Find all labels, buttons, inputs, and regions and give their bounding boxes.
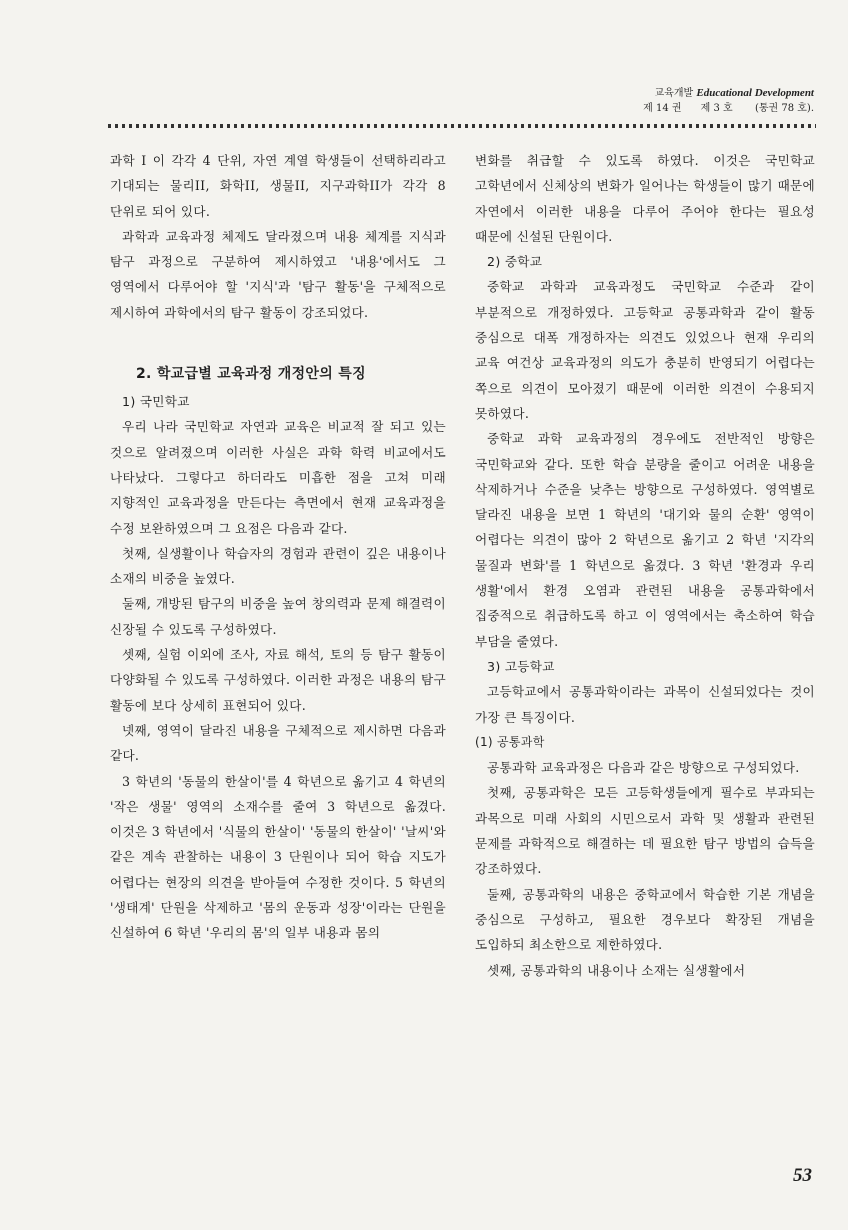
paragraph: 고등학교에서 공통과학이라는 과목이 신설되었다는 것이 가장 큰 특징이다. <box>475 684 815 725</box>
journal-title <box>484 86 814 101</box>
section-heading: 2. 학교급별 교육과정 개정안의 특징 <box>136 366 366 383</box>
header-dotted-rule <box>108 124 816 128</box>
left-column <box>110 148 446 946</box>
paragraph: 공통과학 교육과정은 다음과 같은 방향으로 구성되었다. <box>487 760 800 776</box>
issue: 제 3 호 <box>700 103 733 114</box>
paragraph: 과학 I 이 각각 4 단위, 자연 계열 학생들이 선택하리라고 기대되는 물리II, 화학II, 생물II, 지구과학II가 각각 8 단위로 되어 있다. <box>110 153 446 219</box>
paragraph: 우리 나라 국민학교 자연과 교육은 비교적 잘 되고 있는 것으로 알려졌으며 이러한 사실은 과학 학력 비교에서도 나타났다. 그렇다고 하더라도 미흡한 점을 고쳐 미래 지향적인 교육과정을 만든다는 측면에서 현재 교육과정을 수정 보완하였으며 그 요점은 다음과 같다. <box>110 419 446 536</box>
paragraph: 중학교 과학과 교육과정도 국민학교 수준과 같이 부분적으로 개정하였다. 고등학교 공통과학과 같이 활동 중심으로 대폭 개정하자는 의견도 있었으나 현재 우리의 교육 여건상 교육과정의 의도가 충분히 반영되기 어렵다는 쪽으로 의견이 모아졌기 때문에 이러한 의견이 수용되지 못하였다. <box>475 279 815 421</box>
journal-title-ko: 교육개발 <box>654 88 694 99</box>
paragraph: 넷째, 영역이 달라진 내용을 구체적으로 제시하면 다음과 같다. <box>110 722 446 764</box>
subsection-heading: 1) 국민학교 <box>122 394 190 410</box>
paragraph: 셋째, 실험 이외에 조사, 자료 해석, 토의 등 탐구 활동이 다양화될 수 있도록 구성하였다. 이러한 과정은 내용의 탐구 활동에 보다 상세히 표현되어 있다. <box>110 647 446 713</box>
paragraph: 셋째, 공통과학의 내용이나 소재는 실생활에서 <box>487 962 746 978</box>
page-number: 53 <box>793 1165 812 1186</box>
right-column <box>475 148 815 983</box>
paragraph: 3 학년의 '동물의 한살이'를 4 학년으로 옮기고 4 학년의 '작은 생물' 영역의 소재수를 줄여 3 학년으로 옮겼다. 이것은 3 학년에서 '식물의 한살이' '동물의 한살이' '날씨'와 같은 계속 관찰하는 내용이 3 단원이나 되어 학습 지도가 어렵다는 현장의 의견을 받아들여 수정한 것이다. 5 학년의 '생태계' 단원을 삭제하고 '몸의 운동과 성장'이라는 단원을 신설하여 6 학년 '우리의 몸'의 일부 내용과 몸의 <box>110 773 446 941</box>
sub-subsection-heading: (1) 공통과학 <box>475 734 545 749</box>
paragraph: 과학과 교육과정 체제도 달라졌으며 내용 체계를 지식과 탐구 과정으로 구분하여 제시하였고 '내용'에서도 그 영역에서 다루어야 할 '지식'과 '탐구 활동'을 구체적으로 제시하여 과학에서의 탐구 활동이 강조되었다. <box>110 228 446 320</box>
paragraph: 변화를 취급할 수 있도록 하였다. 이것은 국민학교 고학년에서 신체상의 변화가 일어나는 학생들이 많기 때문에 자연에서 이러한 내용을 다루어 주어야 한다는 필요성 때문에 신설된 단원이다. <box>475 153 815 244</box>
subsection-heading: 2) 중학교 <box>487 254 543 270</box>
journal-title-en: Educational Development <box>696 87 814 99</box>
volume: 제 14 권 <box>643 103 682 114</box>
paragraph: 둘째, 개방된 탐구의 비중을 높여 창의력과 문제 해결력이 신장될 수 있도록 구성하였다. <box>110 596 446 637</box>
paragraph: 중학교 과학 교육과정의 경우에도 전반적인 방향은 국민학교와 같다. 또한 학습 분량을 줄이고 어려운 내용을 삭제하거나 수준을 낮추는 방향으로 구성하였다. 영역별로 달라진 내용을 보면 1 학년의 '대기와 물의 순환' 영역이 어렵다는 의견이 많아 2 학년으로 옮기고 2 학년 '지각의 물질과 변화'를 1 학년으로 옮겼다. 3 학년 '환경과 우리 생활'에서 환경 오염과 관련된 내용을 공통과학에서 집중적으로 취급하도록 하고 이 영역에서는 축소하여 학습 부담을 줄였다. <box>475 431 815 649</box>
paragraph: 둘째, 공통과학의 내용은 중학교에서 학습한 기본 개념을 중심으로 구성하고, 필요한 경우보다 확장된 개념을 도입하되 최소한으로 제한하였다. <box>475 886 815 953</box>
issue-info <box>484 101 814 116</box>
paragraph: 첫째, 실생활이나 학습자의 경험과 관련이 깊은 내용이나 소재의 비중을 높였다. <box>110 545 446 587</box>
paragraph: 첫째, 공통과학은 모든 고등학생들에게 필수로 부과되는 과목으로 미래 사회의 시민으로서 과학 및 생활과 관련된 문제를 과학적으로 해결하는 데 필요한 탐구 방법의 습득을 강조하였다. <box>475 785 815 877</box>
running-header <box>484 86 814 116</box>
subsection-heading: 3) 고등학교 <box>487 658 555 674</box>
serial-number: (통권 78 호). <box>754 103 814 114</box>
